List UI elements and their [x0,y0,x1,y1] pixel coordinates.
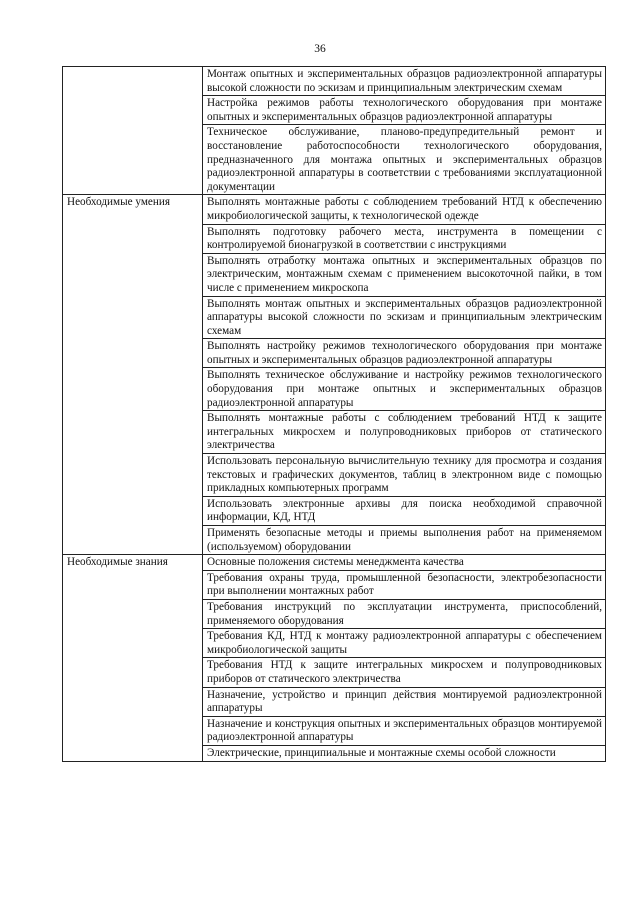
requirement-cell: Электрические, принципиальные и монтажные схемы особой сложности [203,745,606,761]
requirement-cell: Выполнять подготовку рабочего места, инструмента в помещении с контролируемой бионагрузкой в соответствии с инструкциями [203,224,606,253]
section-label-skills: Необходимые умения [63,195,203,555]
requirement-cell: Основные положения системы менеджмента качества [203,555,606,571]
requirement-cell: Требования инструкций по эксплуатации инструмента, приспособлений, применяемого оборудования [203,599,606,628]
requirement-cell: Выполнять монтаж опытных и экспериментальных образцов радиоэлектронной аппаратуры высокой сложности по эскизам и принципиальным электрическим схемам [203,296,606,339]
requirement-cell: Требования НТД к защите интегральных микросхем и полупроводниковых приборов от статического электричества [203,658,606,687]
requirement-cell: Применять безопасные методы и приемы выполнения работ на применяемом (используемом) оборудовании [203,526,606,555]
requirement-cell: Выполнять техническое обслуживание и настройку режимов технологического оборудования при монтаже опытных и экспериментальных образцов радиоэлектронной аппаратуры [203,368,606,411]
requirement-cell: Назначение и конструкция опытных и экспериментальных образцов монтируемой радиоэлектронной аппаратуры [203,716,606,745]
requirements-table [62,66,606,762]
requirement-cell: Использовать персональную вычислительную технику для просмотра и создания текстовых и графических документов, таблиц в электронном виде с помощью прикладных компьютерных программ [203,454,606,497]
requirement-cell: Настройка режимов работы технологического оборудования при монтаже опытных и экспериментальных образцов радиоэлектронной аппаратуры [203,96,606,125]
section-label-cell [63,67,203,195]
table-row [63,555,606,571]
requirement-cell: Назначение, устройство и принцип действия монтируемой радиоэлектронной аппаратуры [203,687,606,716]
requirement-cell: Выполнять монтажные работы с соблюдением требований НТД к защите интегральных микросхем и полупроводниковых приборов от статического электричества [203,411,606,454]
requirement-cell: Использовать электронные архивы для поиска необходимой справочной информации, КД, НТД [203,496,606,525]
section-label-knowledge: Необходимые знания [63,555,203,761]
requirement-cell: Требования охраны труда, промышленной безопасности, электробезопасности при выполнении монтажных работ [203,570,606,599]
requirement-cell: Выполнять монтажные работы с соблюдением требований НТД к обеспечению микробиологической защиты, к технологической одежде [203,195,606,224]
requirement-cell: Техническое обслуживание, планово-предупредительный ремонт и восстановление работоспособности технологического оборудования, предназначенного для монтажа опытных и экспериментальных образцов радиоэлектронной аппаратуры в соответствии с требованиями эксплуатационной документации [203,125,606,195]
requirement-cell: Требования КД, НТД к монтажу радиоэлектронной аппаратуры с обеспечением микробиологической защиты [203,629,606,658]
table-row [63,67,606,96]
table-row [63,195,606,224]
page-number: 36 [314,43,326,55]
requirement-cell: Выполнять настройку режимов технологического оборудования при монтаже опытных и экспериментальных образцов радиоэлектронной аппаратуры [203,339,606,368]
requirement-cell: Выполнять отработку монтажа опытных и экспериментальных образцов по электрическим, монтажным схемам с применением высокоточной пайки, в том числе с применением микроскопа [203,253,606,296]
requirement-cell: Монтаж опытных и экспериментальных образцов радиоэлектронной аппаратуры высокой сложности по эскизам и принципиальным электрическим схемам [203,67,606,96]
